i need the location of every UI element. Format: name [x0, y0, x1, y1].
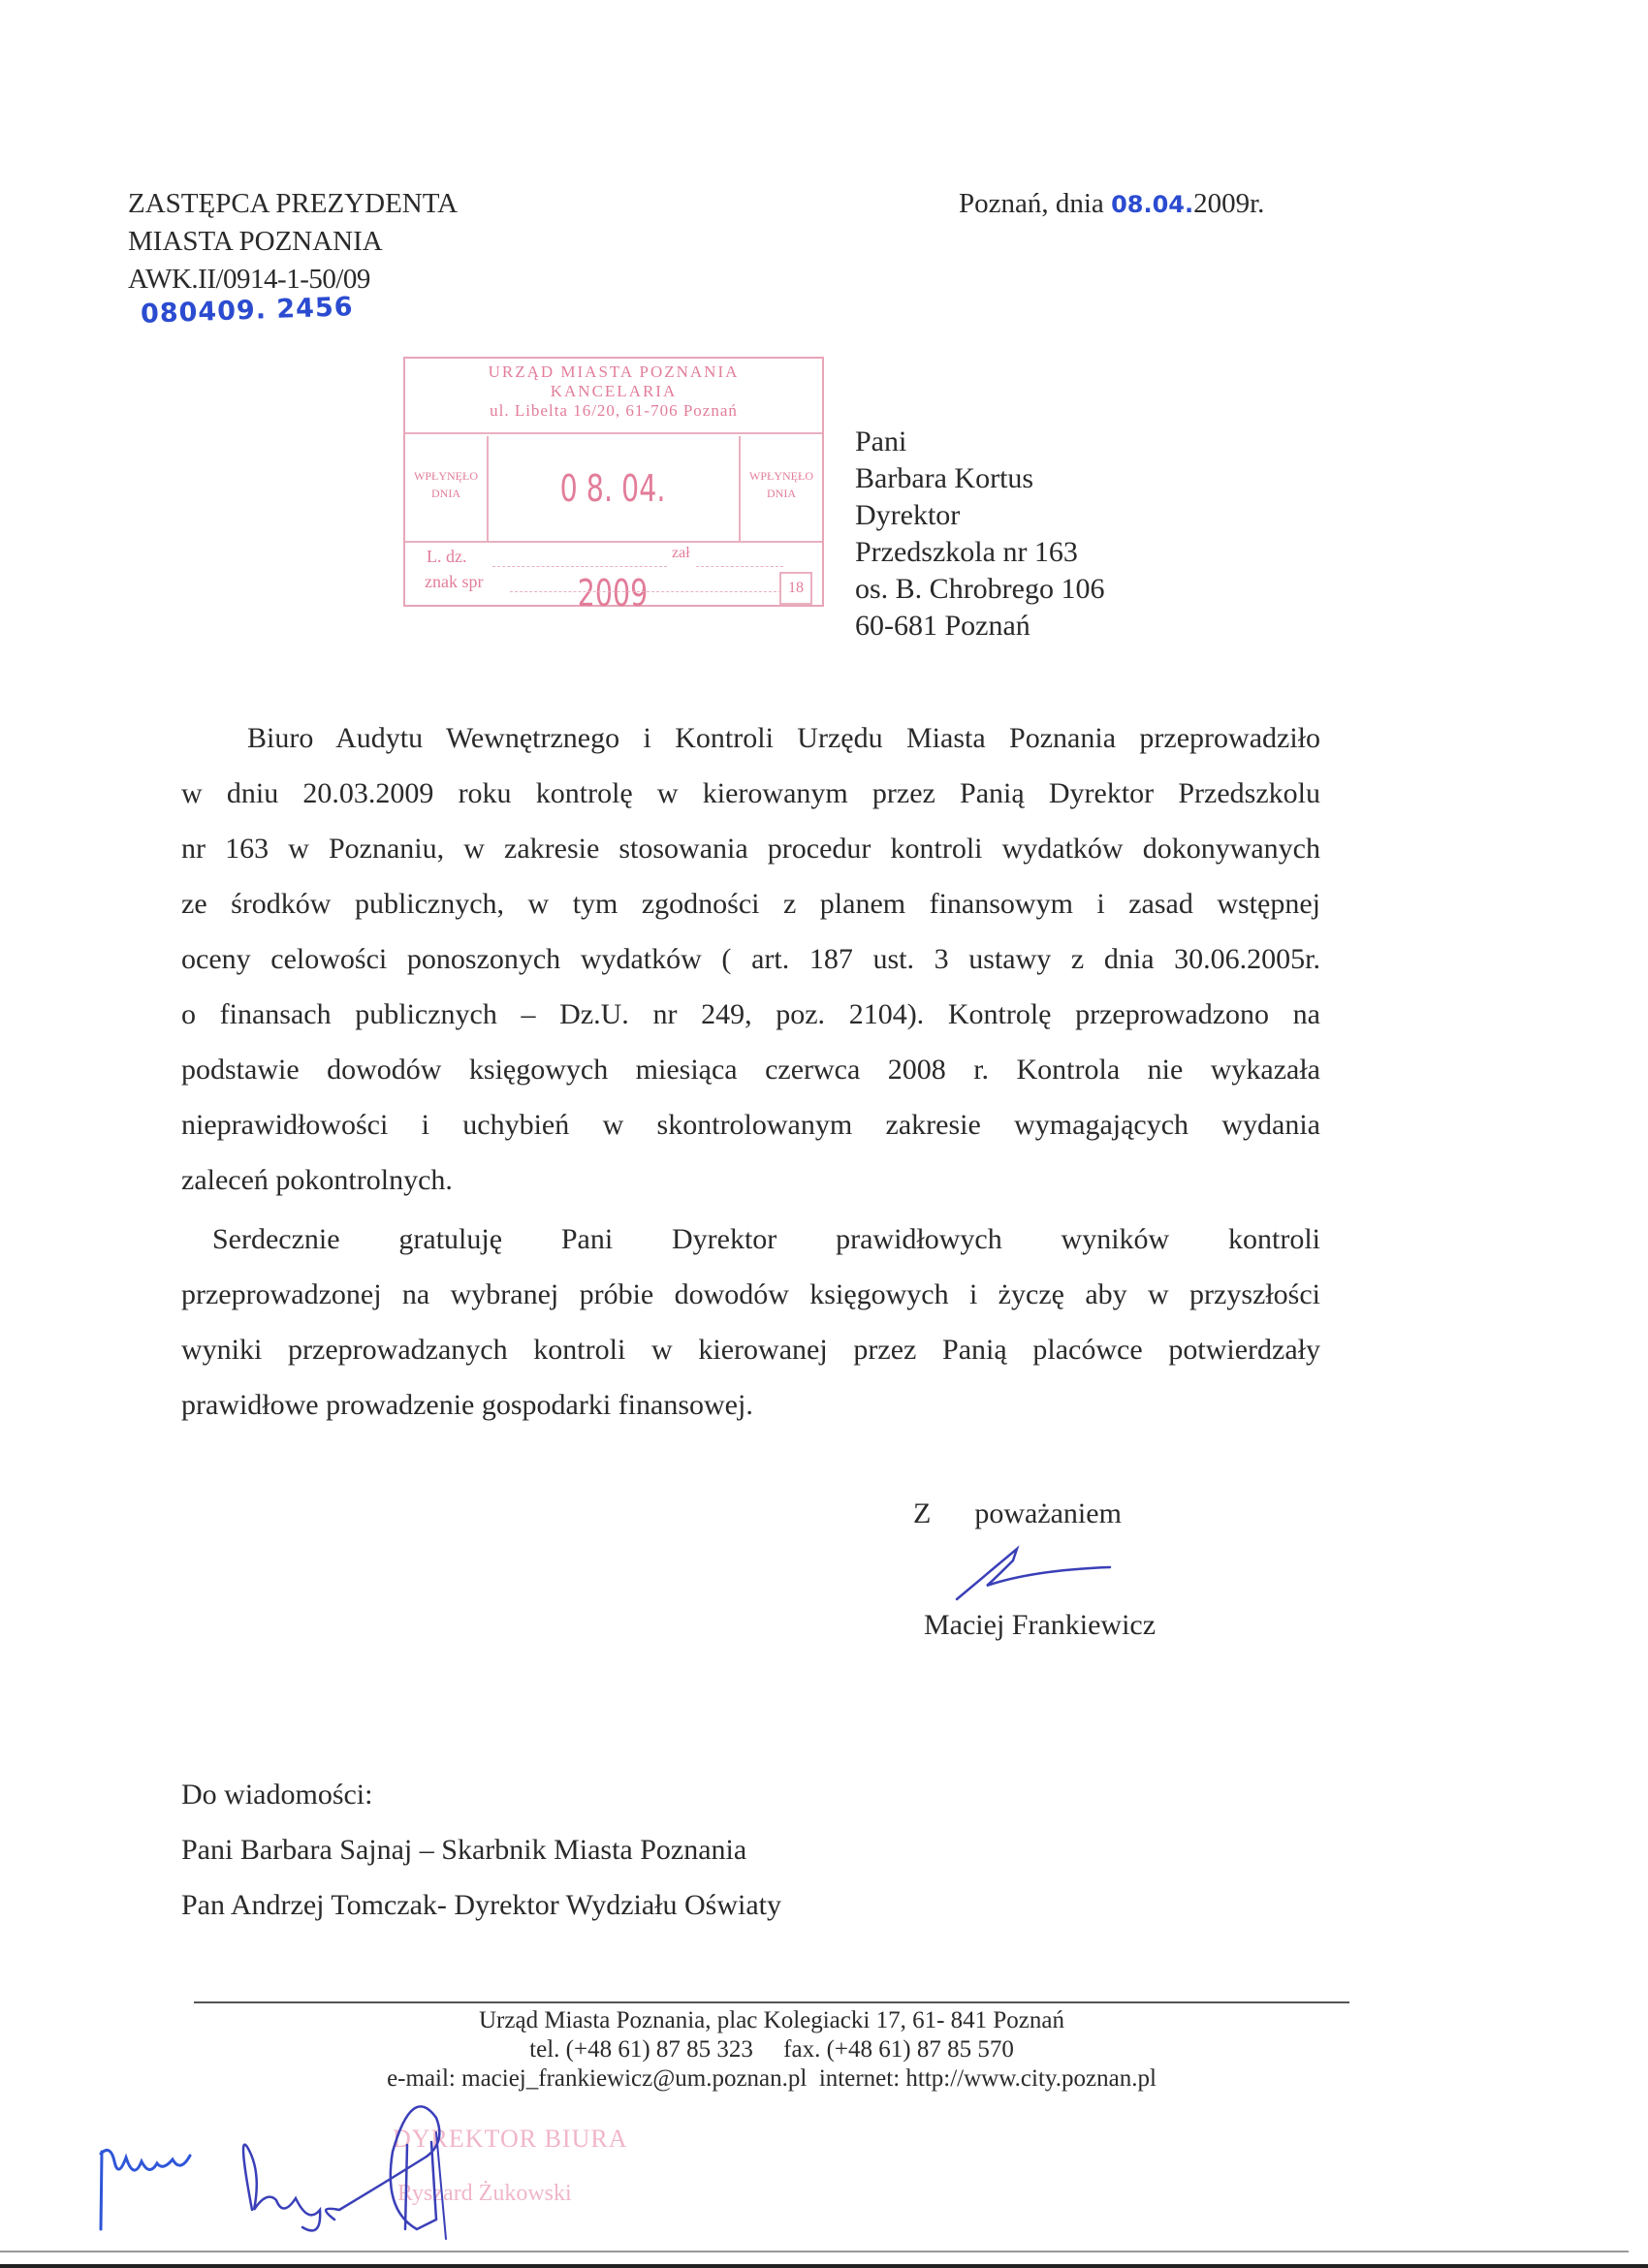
- body-line: Serdecznie gratuluję Pani Dyrektor prawidłowych wyników kontroli: [212, 1223, 1320, 1255]
- sender-title-line2: MIASTA POZNANIA: [128, 226, 383, 257]
- stamp-received-label: WPŁYNĘŁO: [749, 469, 813, 483]
- director-stamp-title: DYREKTOR BIURA: [393, 2125, 628, 2153]
- stamp-received-right: [739, 436, 822, 541]
- sender-title-line1: ZASTĘPCA PREZYDENTA: [128, 188, 459, 219]
- stamp-footer: [405, 541, 822, 607]
- place-date-suffix: 2009r.: [1193, 188, 1265, 219]
- cc-item: Pani Barbara Sajnaj – Skarbnik Miasta Poznania: [181, 1834, 747, 1866]
- reference-number: AWK.II/0914-1-50/09: [128, 264, 370, 295]
- stamp-date: 0 8. 04. 2009: [559, 467, 666, 614]
- stamp-ldz-line: [492, 566, 667, 567]
- cc-block: [181, 1777, 781, 1924]
- stamp-received-label: WPŁYNĘŁO: [414, 469, 478, 483]
- signature-frankiewicz-icon: [955, 1541, 1129, 1609]
- handwritten-date: 08.04.: [1111, 191, 1194, 218]
- body-line: prawidłowe prowadzenie gospodarki finansowej.: [181, 1389, 753, 1421]
- handwritten-signature-icon: [97, 2113, 601, 2249]
- body-line: wyniki przeprowadzanych kontroli w kierowanej przez Panią placówce potwierdzały: [181, 1334, 1320, 1366]
- body-line: zaleceń pokontrolnych.: [181, 1164, 453, 1196]
- stamp-office: URZĄD MIASTA POZNANIA: [488, 362, 740, 381]
- footer-phone-fax: tel. (+48 61) 87 85 323 fax. (+48 61) 87 85 570: [529, 2036, 1014, 2063]
- recipient-institution: Przedszkola nr 163: [855, 536, 1078, 568]
- body-line: ze środków publicznych, w tym zgodności z planem finansowym i zasad wstępnej: [181, 888, 1320, 920]
- stamp-header: [405, 359, 822, 434]
- body-line: oceny celowości ponoszonych wydatków ( art. 187 ust. 3 ustawy z dnia 30.06.2005r.: [181, 943, 1320, 975]
- recipient-name: Barbara Kortus: [855, 462, 1034, 494]
- director-stamp-name: Ryszard Żukowski: [397, 2181, 572, 2206]
- body-paragraph-1: [181, 710, 1320, 1208]
- body-line: o finansach publicznych – Dz.U. nr 249, poz. 2104). Kontrolę przeprowadzono na: [181, 998, 1320, 1030]
- body-line: Biuro Audytu Wewnętrznego i Kontroli Urzędu Miasta Poznania przeprowadziło: [247, 722, 1320, 754]
- stamp-zal-line: [696, 566, 783, 567]
- cc-heading: Do wiadomości:: [181, 1779, 373, 1811]
- stamp-box-number: 18: [779, 572, 812, 605]
- cc-item: Pan Andrzej Tomczak- Dyrektor Wydziału Oświaty: [181, 1889, 781, 1921]
- stamp-zal-label: zał: [672, 545, 690, 561]
- stamp-received-left: [405, 436, 489, 541]
- stamp-address: ul. Libelta 16/20, 61-706 Poznań: [490, 401, 738, 420]
- stamp-received-day-label: DNIA: [767, 487, 796, 500]
- recipient-city: 60-681 Poznań: [855, 610, 1030, 642]
- recipient-position: Dyrektor: [855, 499, 961, 531]
- footer-address: Urząd Miasta Poznania, plac Kolegiacki 17, 61- 841 Poznań: [479, 2007, 1064, 2033]
- body-line: nr 163 w Poznaniu, w zakresie stosowania procedur kontroli wydatków dokonywanych: [181, 833, 1320, 865]
- place-date: [959, 187, 1264, 222]
- body-line: nieprawidłowości i uchybień w skontrolowanym zakresie wymagających wydania: [181, 1109, 1320, 1141]
- stamp-received-day-label: DNIA: [431, 487, 460, 500]
- stamp-ldz-label: L. dz.: [427, 547, 467, 566]
- scan-edge-band: [0, 2264, 1648, 2268]
- body-line: podstawie dowodów księgowych miesiąca czerwca 2008 r. Kontrola nie wykazała: [181, 1054, 1320, 1086]
- body-line: przeprowadzonej na wybranej próbie dowodów księgowych i życzę aby w przyszłości: [181, 1278, 1320, 1310]
- body-paragraph-2: [181, 1212, 1320, 1433]
- recipient-street: os. B. Chrobrego 106: [855, 573, 1105, 605]
- stamp-department: KANCELARIA: [550, 382, 678, 400]
- footer-email-web: e-mail: maciej_frankiewicz@um.poznan.pl internet: http://www.city.poznan.pl: [387, 2065, 1157, 2092]
- place-date-prefix: Poznań, dnia: [959, 188, 1104, 219]
- receipt-stamp: [403, 357, 824, 614]
- stamp-znak-line: [510, 591, 781, 592]
- recipient-address: [855, 424, 1105, 645]
- closing-regards: Z poważaniem: [913, 1497, 1122, 1529]
- recipient-salutation: Pani: [855, 425, 907, 457]
- handwritten-registration-number: 080409. 2456: [140, 292, 355, 330]
- footer-divider: [194, 2001, 1349, 2003]
- body-line: w dniu 20.03.2009 roku kontrolę w kierowanym przez Panią Dyrektor Przedszkolu: [181, 777, 1320, 809]
- stamp-znak-label: znak spr: [425, 572, 484, 591]
- signatory-name: Maciej Frankiewicz: [924, 1609, 1157, 1641]
- page-bottom-edge: [0, 2251, 1629, 2252]
